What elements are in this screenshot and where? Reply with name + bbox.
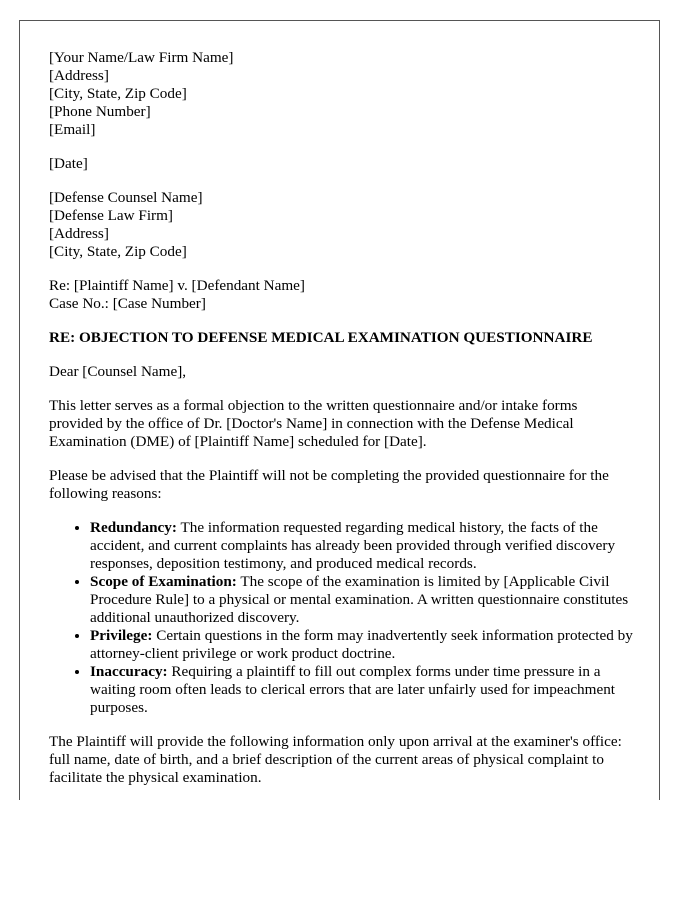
reason-text: The scope of the examination is limited by [Applicable Civil Procedure Rule] to a physical or mental examination. A written questionnaire constitutes additional unauthorized discovery. bbox=[90, 573, 629, 626]
advised-paragraph: Please be advised that the Plaintiff will not be completing the provided questionnaire for the following reasons: bbox=[49, 467, 609, 502]
salutation: Dear [Counsel Name], bbox=[49, 363, 187, 380]
recipient-city-state-zip: [City, State, Zip Code] bbox=[49, 243, 187, 260]
sender-email: [Email] bbox=[49, 121, 96, 138]
reason-redundancy bbox=[90, 519, 633, 573]
letter-content bbox=[49, 49, 633, 787]
intro-paragraph: This letter serves as a formal objection to the written questionnaire and/or intake forms provided by the office of Dr. [Doctor's Name] in connection with the Defense Medical Examination (DME) of [Plaintiff Name] scheduled for [Date]. bbox=[49, 397, 578, 450]
reason-text: Certain questions in the form may inadvertently seek information protected by attorney-client privilege or work product doctrine. bbox=[90, 627, 633, 662]
reason-term: Inaccuracy: bbox=[90, 663, 168, 680]
subject-heading: RE: OBJECTION TO DEFENSE MEDICAL EXAMINATION QUESTIONNAIRE bbox=[49, 329, 593, 346]
letter-date: [Date] bbox=[49, 155, 88, 172]
reason-term: Privilege: bbox=[90, 627, 153, 644]
reason-inaccuracy bbox=[90, 663, 633, 717]
date-block bbox=[49, 155, 633, 173]
reason-privilege bbox=[90, 627, 633, 663]
sender-city-state-zip: [City, State, Zip Code] bbox=[49, 85, 187, 102]
reason-text: Requiring a plaintiff to fill out complex forms under time pressure in a waiting room often leads to clerical errors that are later unfairly used for impeachment purposes. bbox=[90, 663, 616, 716]
reason-term: Scope of Examination: bbox=[90, 573, 237, 590]
reason-scope bbox=[90, 573, 633, 627]
case-block bbox=[49, 277, 633, 313]
recipient-address: [Address] bbox=[49, 225, 109, 242]
reason-term: Redundancy: bbox=[90, 519, 177, 536]
sender-address: [Address] bbox=[49, 67, 109, 84]
reasons-list bbox=[49, 519, 633, 717]
case-number: Case No.: [Case Number] bbox=[49, 295, 206, 312]
closing-paragraph: The Plaintiff will provide the following information only upon arrival at the examiner's office: full name, date of birth, and a brief description of the current areas of physical complaint to facilitate the physical examination. bbox=[49, 733, 622, 786]
letter-page bbox=[19, 20, 660, 800]
recipient-name: [Defense Counsel Name] bbox=[49, 189, 203, 206]
recipient-firm: [Defense Law Firm] bbox=[49, 207, 173, 224]
reason-text: The information requested regarding medical history, the facts of the accident, and current complaints has already been provided through verified discovery responses, deposition testimony, and produced medical records. bbox=[90, 519, 616, 572]
sender-name: [Your Name/Law Firm Name] bbox=[49, 49, 234, 66]
sender-block bbox=[49, 49, 633, 139]
sender-phone: [Phone Number] bbox=[49, 103, 151, 120]
recipient-block bbox=[49, 189, 633, 261]
case-re-line: Re: [Plaintiff Name] v. [Defendant Name] bbox=[49, 277, 305, 294]
